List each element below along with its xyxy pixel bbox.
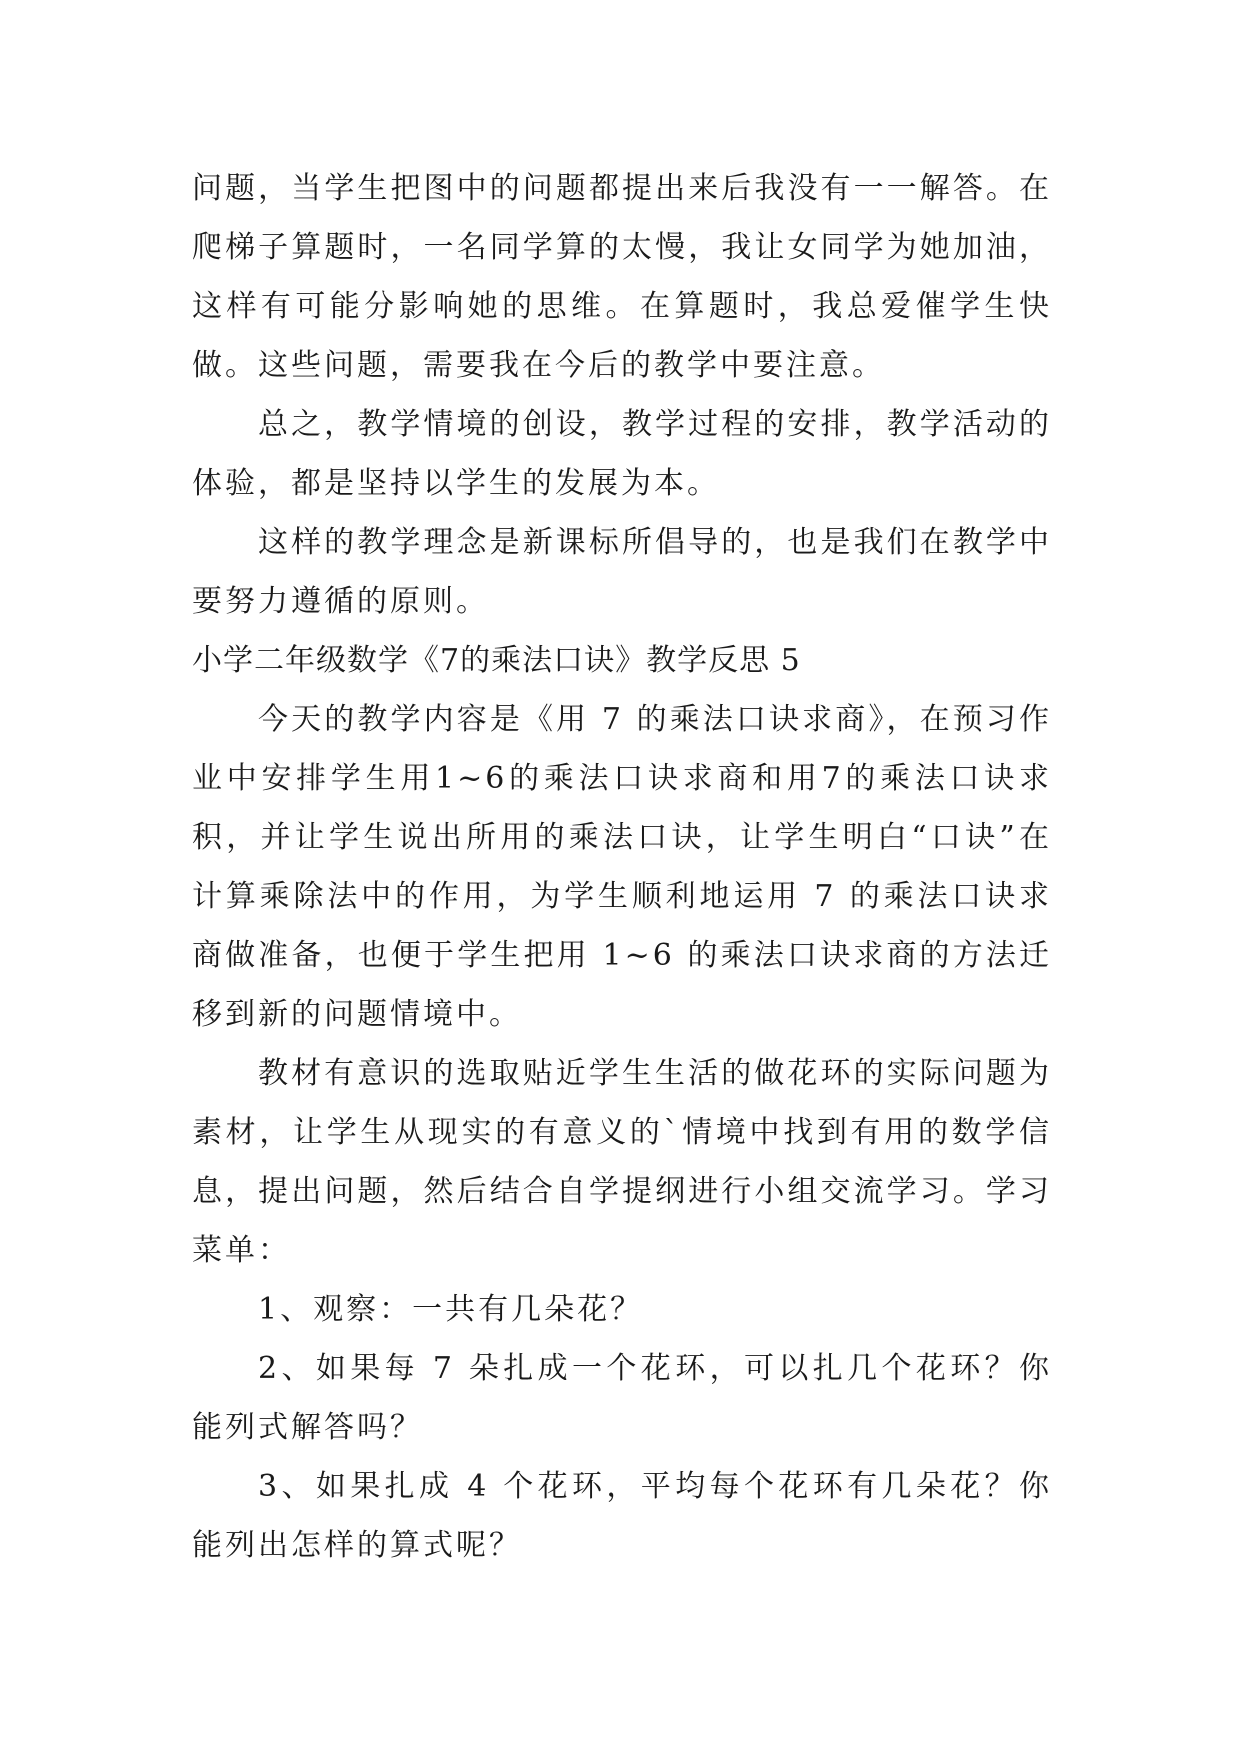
paragraph-continuation: 问题，当学生把图中的问题都提出来后我没有一一解答。在爬梯子算题时，一名同学算的太慢，我让女同学为她加油，这样有可能分影响她的思维。在算题时，我总爱催学生快做。这些问题，需要我在今后的教学中要注意。 [192,171,1052,383]
section-title: 小学二年级数学《7的乘法口诀》教学反思 5 [192,643,801,678]
list-item-3: 3、如果扎成 4 个花环，平均每个花环有几朵花？你能列出怎样的算式呢？ [192,1469,1052,1563]
list-item-2: 2、如果每 7 朵扎成一个花环，可以扎几个花环？你能列式解答吗？ [192,1351,1052,1445]
paragraph-summary: 总之，教学情境的创设，教学过程的安排，教学活动的体验，都是坚持以学生的发展为本。 [192,407,1052,501]
paragraph-principle: 这样的教学理念是新课标所倡导的，也是我们在教学中要努力遵循的原则。 [192,525,1052,619]
list-item-1: 1、观察：一共有几朵花？ [258,1292,644,1327]
paragraph-textbook: 教材有意识的选取贴近学生生活的做花环的实际问题为素材，让学生从现实的有意义的`情境中找到有用的数学信息，提出问题，然后结合自学提纲进行小组交流学习。学习菜单： [192,1056,1052,1268]
paragraph-lesson-content: 今天的教学内容是《用 7 的乘法口诀求商》，在预习作业中安排学生用1~6的乘法口诀求商和用7的乘法口诀求积，并让学生说出所用的乘法口诀，让学生明白“口诀”在计算乘除法中的作用，为学生顺利地运用 7 的乘法口诀求商做准备，也便于学生把用 1~6 的乘法口诀求商的方法迁移到新的问题情境中。 [192,702,1052,1032]
document-body [192,159,1052,1575]
